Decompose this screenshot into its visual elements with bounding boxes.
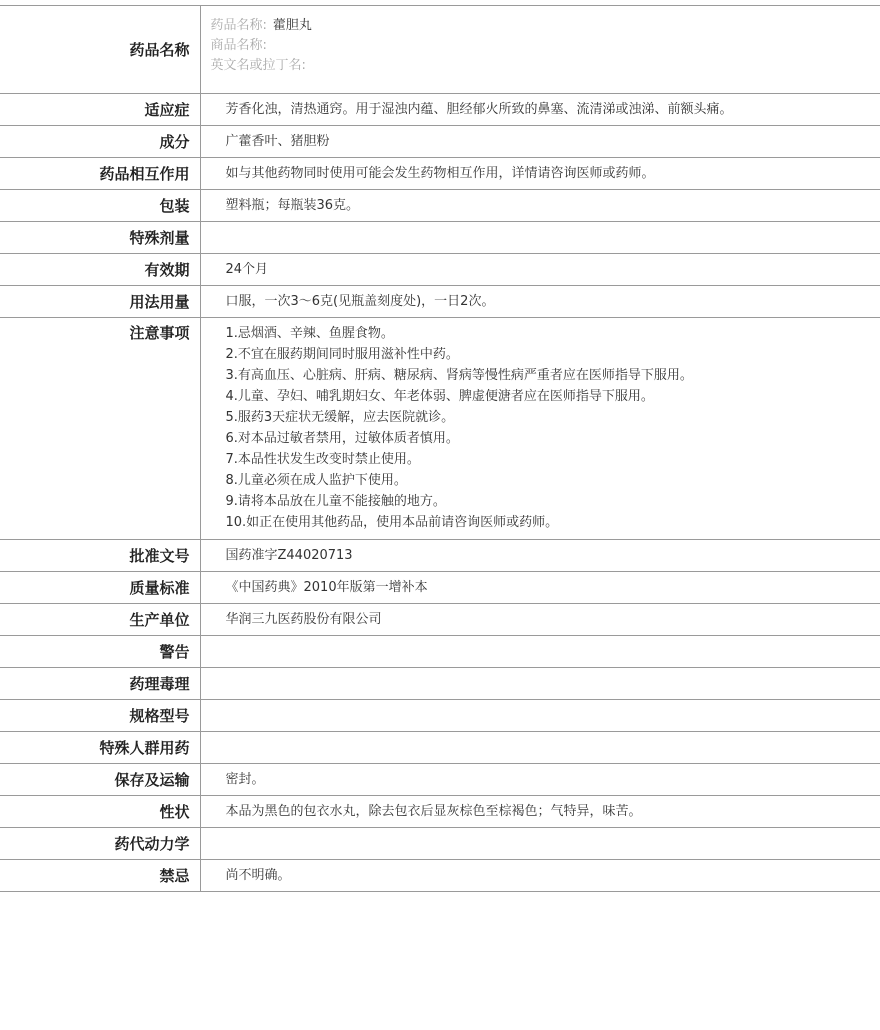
row-value: 塑料瓶；每瓶装36克。 (200, 190, 880, 222)
row-value (200, 700, 880, 732)
row-value: 本品为黑色的包衣水丸，除去包衣后显灰棕色至棕褐色；气特异，味苦。 (200, 796, 880, 828)
common-name-key: 药品名称: (210, 18, 267, 33)
row-value: 24个月 (200, 254, 880, 286)
row-label: 特殊人群用药 (0, 732, 200, 764)
row-pharmacology (0, 668, 880, 700)
row-ingredients (0, 126, 880, 158)
row-value: 芳香化浊，清热通窍。用于湿浊内蕴、胆经郁火所致的鼻塞、流清涕或浊涕、前额头痛。 (200, 94, 880, 126)
row-interactions (0, 158, 880, 190)
row-specification (0, 700, 880, 732)
row-label: 批准文号 (0, 540, 200, 572)
row-special-populations (0, 732, 880, 764)
row-shelf-life (0, 254, 880, 286)
row-label: 成分 (0, 126, 200, 158)
row-storage (0, 764, 880, 796)
precautions-list (200, 318, 880, 540)
row-description (0, 796, 880, 828)
row-value: 华润三九医药股份有限公司 (200, 604, 880, 636)
row-value: 尚不明确。 (200, 860, 880, 892)
row-value: 如与其他药物同时使用可能会发生药物相互作用，详情请咨询医师或药师。 (200, 158, 880, 190)
row-packaging (0, 190, 880, 222)
row-indications (0, 94, 880, 126)
row-drug-name (0, 6, 880, 94)
row-label: 质量标准 (0, 572, 200, 604)
row-label: 特殊剂量 (0, 222, 200, 254)
row-value: 《中国药典》2010年版第一增补本 (200, 572, 880, 604)
precaution-item: 5.服药3天症状无缓解，应去医院就诊。 (225, 410, 455, 425)
precaution-item: 2.不宜在服药期间同时服用滋补性中药。 (225, 347, 459, 362)
row-label: 规格型号 (0, 700, 200, 732)
row-value (200, 636, 880, 668)
row-label: 适应症 (0, 94, 200, 126)
row-value (200, 668, 880, 700)
row-label: 有效期 (0, 254, 200, 286)
row-dosage (0, 286, 880, 318)
precaution-item: 1.忌烟酒、辛辣、鱼腥食物。 (225, 326, 394, 341)
row-label: 禁忌 (0, 860, 200, 892)
row-value (200, 732, 880, 764)
row-label: 药理毒理 (0, 668, 200, 700)
row-label: 药代动力学 (0, 828, 200, 860)
row-value: 口服，一次3～6克(见瓶盖刻度处)，一日2次。 (200, 286, 880, 318)
row-quality-standard (0, 572, 880, 604)
row-value: 广藿香叶、猪胆粉 (200, 126, 880, 158)
row-label: 包装 (0, 190, 200, 222)
row-value (200, 222, 880, 254)
row-label: 保存及运输 (0, 764, 200, 796)
row-value: 密封。 (200, 764, 880, 796)
common-name-line (211, 16, 880, 36)
row-contraindications (0, 860, 880, 892)
row-precautions (0, 318, 880, 540)
row-warning (0, 636, 880, 668)
row-manufacturer (0, 604, 880, 636)
precaution-item: 10.如正在使用其他药品，使用本品前请咨询医师或药师。 (225, 515, 559, 530)
drug-name-values (200, 6, 880, 94)
row-pharmacokinetics (0, 828, 880, 860)
trade-name-key: 商品名称: (210, 38, 267, 53)
row-approval-number (0, 540, 880, 572)
precaution-item: 6.对本品过敏者禁用，过敏体质者慎用。 (225, 431, 459, 446)
precaution-item: 7.本品性状发生改变时禁止使用。 (225, 452, 420, 467)
precaution-item: 8.儿童必须在成人监护下使用。 (225, 473, 407, 488)
row-label: 生产单位 (0, 604, 200, 636)
drug-spec-table (0, 5, 880, 892)
precaution-item: 9.请将本品放在儿童不能接触的地方。 (225, 494, 446, 509)
row-label: 警告 (0, 636, 200, 668)
row-label: 用法用量 (0, 286, 200, 318)
english-name-key: 英文名或拉丁名: (210, 58, 306, 73)
precaution-item: 4.儿童、孕妇、哺乳期妇女、年老体弱、脾虚便溏者应在医师指导下服用。 (225, 389, 654, 404)
row-value (200, 828, 880, 860)
common-name-value: 藿胆丸 (272, 18, 312, 33)
row-label: 性状 (0, 796, 200, 828)
row-special-dosage (0, 222, 880, 254)
english-name-line (211, 56, 880, 76)
trade-name-line (211, 36, 880, 56)
row-value: 国药准字Z44020713 (200, 540, 880, 572)
row-label: 注意事项 (0, 318, 200, 540)
precaution-item: 3.有高血压、心脏病、肝病、糖尿病、肾病等慢性病严重者应在医师指导下服用。 (225, 368, 693, 383)
row-label: 药品名称 (0, 6, 200, 94)
row-label: 药品相互作用 (0, 158, 200, 190)
